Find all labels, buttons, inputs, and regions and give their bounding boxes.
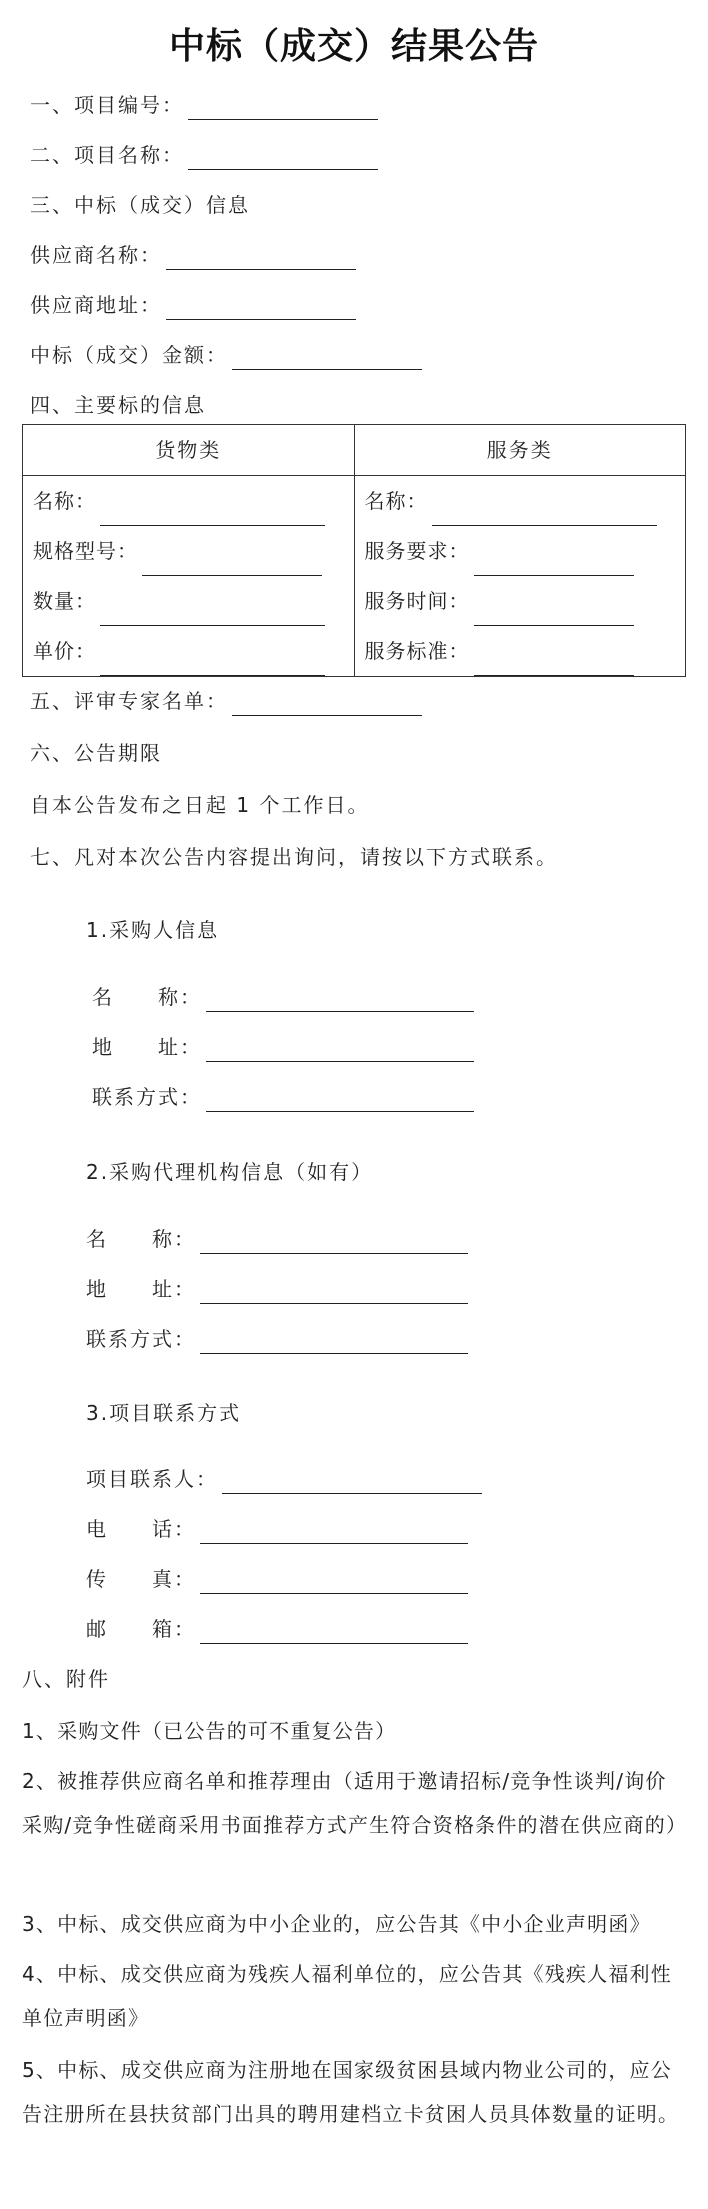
agency-name-label: 名 称： (86, 1227, 196, 1251)
project-name-label: 二、项目名称： (30, 143, 184, 167)
service-field-label: 服务标准： (364, 639, 470, 663)
goods-field-label: 名称： (33, 489, 96, 513)
amount-label: 中标（成交）金额： (30, 343, 228, 367)
contact-person-row (86, 1464, 482, 1494)
service-field-blank (474, 553, 634, 576)
contact-email-label: 邮 箱： (86, 1617, 196, 1641)
subject-info-table (22, 424, 686, 677)
service-field-blank (474, 603, 634, 626)
project-number-label: 一、项目编号： (30, 93, 184, 117)
purchaser-contact-row (92, 1082, 474, 1112)
purchaser-address-label: 地 址： (92, 1035, 202, 1059)
service-field-blank (474, 653, 634, 676)
attachment-item: 4、中标、成交供应商为残疾人福利单位的，应公告其《残疾人福利性单位声明函》 (22, 1962, 672, 2030)
section-6-heading: 六、公告期限 (30, 741, 162, 765)
supplier-name-label: 供应商名称： (30, 243, 162, 267)
section-8-heading: 八、附件 (22, 1667, 110, 1691)
goods-header: 货物类 (23, 425, 355, 476)
project-number-row (30, 90, 378, 120)
service-row (355, 476, 686, 526)
purchaser-heading: 1.采购人信息 (86, 918, 220, 942)
contact-fax-label: 传 真： (86, 1567, 196, 1591)
section-7-heading: 七、凡对本次公告内容提出询问，请按以下方式联系。 (30, 845, 558, 869)
contact-phone-row (86, 1514, 468, 1544)
purchaser-name-blank (206, 989, 474, 1012)
section-3-heading: 三、中标（成交）信息 (30, 193, 250, 217)
contact-person-blank (222, 1471, 482, 1494)
experts-blank (232, 693, 422, 716)
purchaser-address-row (92, 1032, 474, 1062)
project-name-blank (188, 147, 378, 170)
agency-contact-row (86, 1324, 468, 1354)
contact-fax-row (86, 1564, 468, 1594)
page-title: 中标（成交）结果公告 (168, 25, 539, 67)
purchaser-address-blank (206, 1039, 474, 1062)
experts-row (30, 686, 422, 716)
agency-name-blank (200, 1231, 468, 1254)
supplier-address-label: 供应商地址： (30, 293, 162, 317)
amount-row (30, 340, 422, 370)
service-header: 服务类 (354, 425, 686, 476)
supplier-address-blank (166, 297, 356, 320)
contact-fax-blank (200, 1571, 468, 1594)
goods-field-label: 单价： (33, 639, 96, 663)
supplier-name-row (30, 240, 356, 270)
contact-phone-label: 电 话： (86, 1517, 196, 1541)
goods-row (23, 476, 354, 526)
service-field-label: 服务要求： (364, 539, 470, 563)
agency-address-row (86, 1274, 468, 1304)
attachment-item: 3、中标、成交供应商为中小企业的，应公告其《中小企业声明函》 (22, 1912, 651, 1936)
contact-person-label: 项目联系人： (86, 1467, 218, 1491)
section-4-heading: 四、主要标的信息 (30, 393, 206, 417)
agency-address-blank (200, 1281, 468, 1304)
goods-column (23, 476, 355, 677)
agency-contact-label: 联系方式： (86, 1327, 196, 1351)
agency-address-label: 地 址： (86, 1277, 196, 1301)
goods-field-label: 数量： (33, 589, 96, 613)
project-number-blank (188, 97, 378, 120)
experts-label: 五、评审专家名单： (30, 689, 228, 713)
agency-contact-blank (200, 1331, 468, 1354)
agency-heading: 2.采购代理机构信息（如有） (86, 1160, 374, 1184)
service-row (355, 626, 686, 676)
goods-field-blank (100, 653, 325, 676)
amount-blank (232, 347, 422, 370)
attachment-item: 2、被推荐供应商名单和推荐理由（适用于邀请招标/竞争性谈判/询价采购/竞争性磋商采用书面推荐方式产生符合资格条件的潜在供应商的） (22, 1769, 688, 1837)
contact-phone-blank (200, 1521, 468, 1544)
service-row (355, 576, 686, 626)
notice-period-text: 自本公告发布之日起 1 个工作日。 (30, 793, 370, 817)
purchaser-contact-blank (206, 1089, 474, 1112)
goods-field-blank (142, 553, 322, 576)
contact-email-blank (200, 1621, 468, 1644)
service-field-label: 服务时间： (364, 589, 470, 613)
service-field-blank (432, 503, 657, 526)
attachment-item: 1、采购文件（已公告的可不重复公告） (22, 1719, 397, 1743)
goods-row (23, 526, 354, 576)
service-row (355, 526, 686, 576)
supplier-address-row (30, 290, 356, 320)
agency-name-row (86, 1224, 468, 1254)
purchaser-name-label: 名 称： (92, 985, 202, 1009)
service-field-label: 名称： (364, 489, 428, 513)
attachment-item: 5、中标、成交供应商为注册地在国家级贫困县域内物业公司的，应公告注册所在县扶贫部门出具的聘用建档立卡贫困人员具体数量的证明。 (22, 2058, 680, 2126)
goods-field-label: 规格型号： (33, 539, 138, 563)
service-column (354, 476, 686, 677)
goods-row (23, 576, 354, 626)
project-contact-heading: 3.项目联系方式 (86, 1401, 242, 1425)
goods-row (23, 626, 354, 676)
goods-field-blank (100, 503, 325, 526)
supplier-name-blank (166, 247, 356, 270)
contact-email-row (86, 1614, 468, 1644)
goods-field-blank (100, 603, 325, 626)
purchaser-contact-label: 联系方式： (92, 1085, 202, 1109)
project-name-row (30, 140, 378, 170)
purchaser-name-row (92, 982, 474, 1012)
